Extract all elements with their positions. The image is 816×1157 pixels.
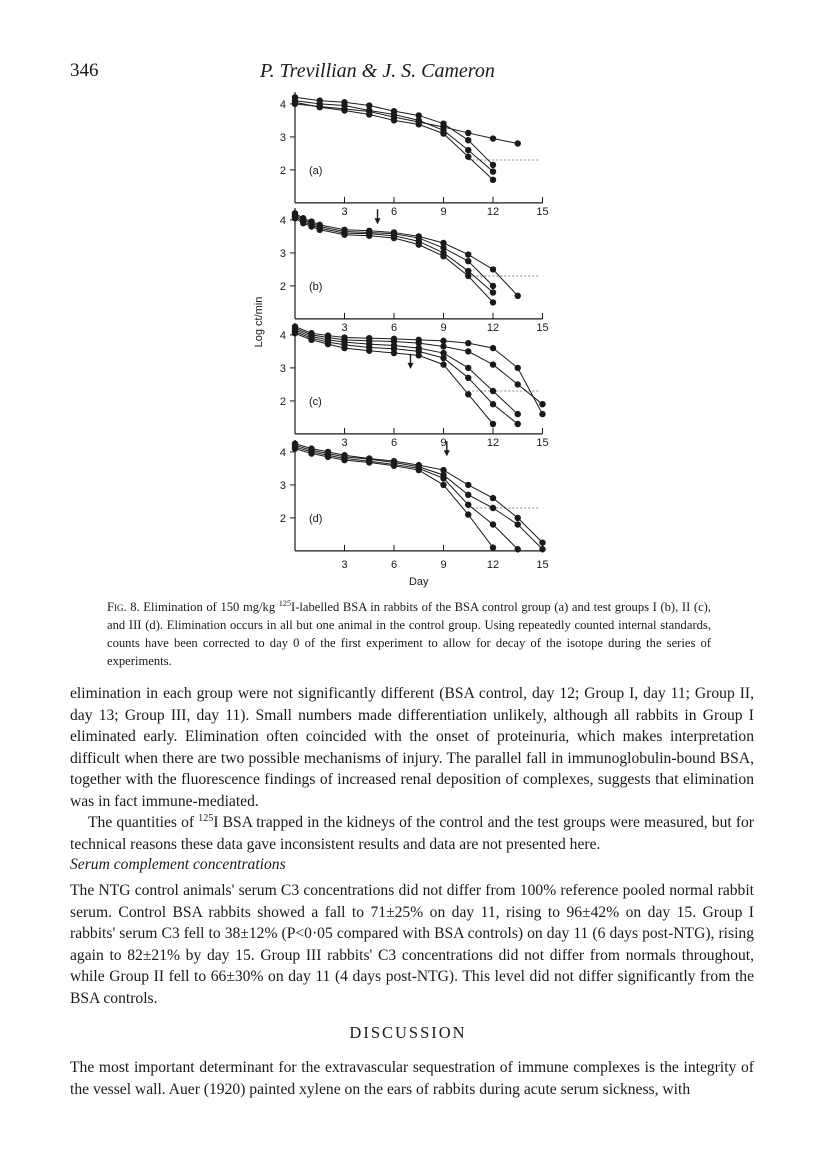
data-point-d4	[416, 467, 422, 473]
data-point-b2	[465, 258, 471, 264]
data-point-c1	[539, 411, 545, 417]
panel-label-3: (d)	[309, 512, 323, 525]
data-point-d1	[490, 495, 496, 501]
series-line-d1	[295, 444, 543, 543]
data-point-a4	[317, 104, 323, 110]
paragraph-2	[70, 812, 754, 855]
data-point-b4	[300, 220, 306, 226]
caption-sup: 125	[278, 598, 292, 608]
paragraph-2-b: I BSA trapped in the kidneys of the control and the test groups were measured, but for technical reasons these data gave inconsistent results and data are not presented here.	[70, 814, 755, 853]
panel-0-x-tick-label: 6	[390, 205, 398, 218]
paragraph-2-sup: 125	[198, 812, 214, 824]
subsection-heading: Serum complement concentrations	[70, 856, 286, 873]
panel-label-1: (b)	[309, 280, 323, 293]
panel-0-x-tick-label: 15	[536, 205, 549, 218]
running-head: P. Trevillian & J. S. Cameron	[260, 60, 495, 82]
data-point-a2	[465, 137, 471, 143]
bottom-x-tick-label: 3	[341, 558, 348, 571]
data-point-b4	[317, 227, 323, 233]
panel-0-y-tick-label: 3	[279, 131, 286, 144]
section-heading: DISCUSSION	[349, 1023, 467, 1042]
bottom-x-tick-label: 12	[486, 558, 500, 571]
panel-1-x-tick-label: 15	[536, 321, 549, 334]
panel-1-x-tick-label: 6	[390, 321, 398, 334]
data-point-d4	[292, 445, 298, 451]
panel-3-y-tick-label: 3	[279, 479, 286, 492]
paragraph-1: elimination in each group were not significantly different (BSA control, day 12; Group I, day 11; Group II, day 13; Group III, day 11). Small numbers made differentiation unlikely, although all rabbits in Group I eliminated early. Elimination often coincided with the onset of proteinuria, which makes interpretation difficult when there are two possible mechanisms of injury. The parallel fall in immunoglobulin-bound BSA, together with the fluorescence findings of increased renal deposition of complexes, suggests that elimination was in fact immune-mediated.	[70, 685, 754, 810]
panel-3-y-tick-label: 4	[279, 446, 286, 459]
caption-fig-label: Fig. 8.	[107, 600, 140, 614]
panel-1-y-tick-label: 2	[279, 280, 286, 293]
data-point-d4	[308, 450, 314, 456]
panel-2-x-tick-label: 15	[536, 436, 549, 449]
panel-2-x-tick-label: 6	[390, 436, 398, 449]
data-point-b1	[490, 266, 496, 272]
data-point-b2	[490, 283, 496, 289]
series-line-a1	[295, 104, 518, 144]
data-point-d3	[490, 521, 496, 527]
caption-text-2: I-labelled BSA in rabbits of the BSA control group (a) and test groups I (b), II (c), and III (d). Elimination occurs in all but one animal in the control group. Using repeatedly counted internal standards, counts have been corrected to day 0 of the first experiment to allow for decay of the isotope during the series of experiments.	[107, 600, 711, 668]
data-point-a2	[490, 162, 496, 168]
data-point-c1	[490, 345, 496, 351]
panel-0-y-tick-label: 4	[279, 98, 286, 111]
y-axis-label: Log ct/min	[253, 296, 265, 348]
panel-1-arrowhead	[375, 218, 381, 224]
panel-3-arrowhead	[444, 450, 450, 456]
panel-1-x-tick-label: 12	[486, 321, 500, 334]
data-point-d2	[539, 546, 545, 552]
data-point-c5	[465, 391, 471, 397]
data-point-b1	[515, 293, 521, 299]
data-point-d2	[465, 492, 471, 498]
data-point-b4	[440, 253, 446, 259]
data-point-c4	[490, 401, 496, 407]
data-point-c2	[490, 361, 496, 367]
series-line-d2	[295, 445, 543, 549]
panel-2-x-tick-label: 12	[486, 436, 500, 449]
data-point-c5	[490, 421, 496, 427]
figure-8	[250, 92, 570, 592]
panel-1-x-tick-label: 3	[341, 321, 348, 334]
data-point-b4	[292, 215, 298, 221]
panel-2-y-tick-label: 3	[279, 362, 286, 375]
panel-2-y-tick-label: 4	[279, 329, 286, 342]
data-point-b4	[366, 233, 372, 239]
data-point-d2	[490, 505, 496, 511]
data-point-c1	[440, 338, 446, 344]
panel-2-arrowhead	[408, 363, 414, 369]
data-point-a4	[416, 121, 422, 127]
paragraph-2-a: The quantities of	[88, 814, 199, 831]
data-point-d2	[515, 521, 521, 527]
series-line-d3	[295, 447, 518, 549]
data-point-c5	[325, 341, 331, 347]
data-point-c5	[391, 350, 397, 356]
panel-2-y-tick-label: 2	[279, 395, 286, 408]
data-point-d3	[440, 475, 446, 481]
data-point-c5	[366, 348, 372, 354]
figure-caption	[107, 598, 711, 670]
data-point-b4	[465, 273, 471, 279]
data-point-c3	[515, 411, 521, 417]
page-number: 346	[70, 60, 99, 81]
page-header	[70, 60, 750, 90]
data-point-a2	[440, 121, 446, 127]
data-point-d3	[515, 546, 521, 552]
data-point-a3	[465, 147, 471, 153]
body-block-2	[70, 880, 754, 1009]
body-block-1	[70, 683, 754, 855]
data-point-b4	[416, 241, 422, 247]
data-point-d4	[440, 482, 446, 488]
panel-0-y-tick-label: 2	[279, 164, 286, 177]
data-point-a1	[515, 140, 521, 146]
data-point-a3	[490, 168, 496, 174]
data-point-a4	[465, 154, 471, 160]
data-point-d1	[539, 539, 545, 545]
data-point-d3	[465, 502, 471, 508]
bottom-x-tick-label: 15	[536, 558, 549, 571]
series-line-b1	[295, 213, 518, 295]
data-point-b4	[490, 299, 496, 305]
panel-0-x-tick-label: 3	[341, 205, 348, 218]
data-point-c4	[440, 355, 446, 361]
data-point-c5	[416, 352, 422, 358]
data-point-a4	[391, 117, 397, 123]
panel-1-x-tick-label: 9	[440, 321, 447, 334]
data-point-a4	[292, 99, 298, 105]
data-point-c5	[341, 345, 347, 351]
data-point-b4	[308, 223, 314, 229]
data-point-c4	[515, 421, 521, 427]
data-point-c2	[465, 348, 471, 354]
panel-2-x-tick-label: 3	[341, 436, 348, 449]
bottom-x-tick-label: 6	[390, 558, 398, 571]
data-point-d4	[341, 457, 347, 463]
data-point-c3	[490, 388, 496, 394]
data-point-a4	[490, 177, 496, 183]
data-point-c4	[465, 375, 471, 381]
data-point-b4	[341, 232, 347, 238]
data-point-a4	[440, 130, 446, 136]
data-point-a4	[366, 111, 372, 117]
data-point-c2	[515, 381, 521, 387]
panel-3-y-tick-label: 2	[279, 512, 286, 525]
data-point-a4	[341, 107, 347, 113]
panel-2-x-tick-label: 9	[440, 436, 447, 449]
data-point-a3	[391, 111, 397, 117]
data-point-d1	[465, 482, 471, 488]
data-point-c2	[440, 343, 446, 349]
paragraph-4: The most important determinant for the extravascular sequestration of immune complexes is the integrity of the vessel wall. Auer (1920) painted xylene on the ears of rabbits during acute serum sickness, with	[70, 1059, 754, 1098]
data-point-a1	[465, 130, 471, 136]
data-point-d1	[515, 515, 521, 521]
data-point-c5	[308, 337, 314, 343]
data-point-d4	[391, 463, 397, 469]
data-point-c2	[539, 401, 545, 407]
bottom-x-tick-label: 9	[440, 558, 447, 571]
data-point-c5	[440, 361, 446, 367]
panel-1-y-tick-label: 4	[279, 214, 286, 227]
panel-0-x-tick-label: 12	[486, 205, 500, 218]
data-point-b3	[490, 289, 496, 295]
figure-8-plot	[250, 92, 570, 592]
caption-text-1: Elimination of 150 mg/kg	[139, 600, 279, 614]
panel-1-y-tick-label: 3	[279, 247, 286, 260]
data-point-c1	[465, 340, 471, 346]
data-point-d4	[465, 511, 471, 517]
data-point-c1	[515, 365, 521, 371]
data-point-c5	[292, 330, 298, 336]
data-point-d4	[366, 459, 372, 465]
data-point-d4	[490, 544, 496, 550]
data-point-d4	[325, 454, 331, 460]
data-point-b1	[465, 251, 471, 257]
body-block-3	[70, 1057, 754, 1100]
data-point-b4	[391, 235, 397, 241]
x-axis-label: Day	[408, 576, 429, 588]
paragraph-3: The NTG control animals' serum C3 concentrations did not differ from 100% reference pooled normal rabbit serum. Control BSA rabbits showed a fall to 71±25% on day 11, rising to 96±42% on day 15. Group I rabbits' serum C3 fell to 38±12% (P<0·05 compared with BSA controls) on day 11 (6 days post-NTG), rising again to 82±21% by day 15. Group III rabbits' C3 concentrations did not differ from normals throughout, while Group II fell to 66±30% on day 11 (4 days post-NTG). This level did not differ significantly from the BSA controls.	[70, 882, 754, 1007]
panel-label-2: (c)	[309, 395, 322, 408]
panel-label-0: (a)	[309, 164, 323, 177]
data-point-c3	[465, 365, 471, 371]
panel-0-x-tick-label: 9	[440, 205, 447, 218]
data-point-a1	[490, 135, 496, 141]
